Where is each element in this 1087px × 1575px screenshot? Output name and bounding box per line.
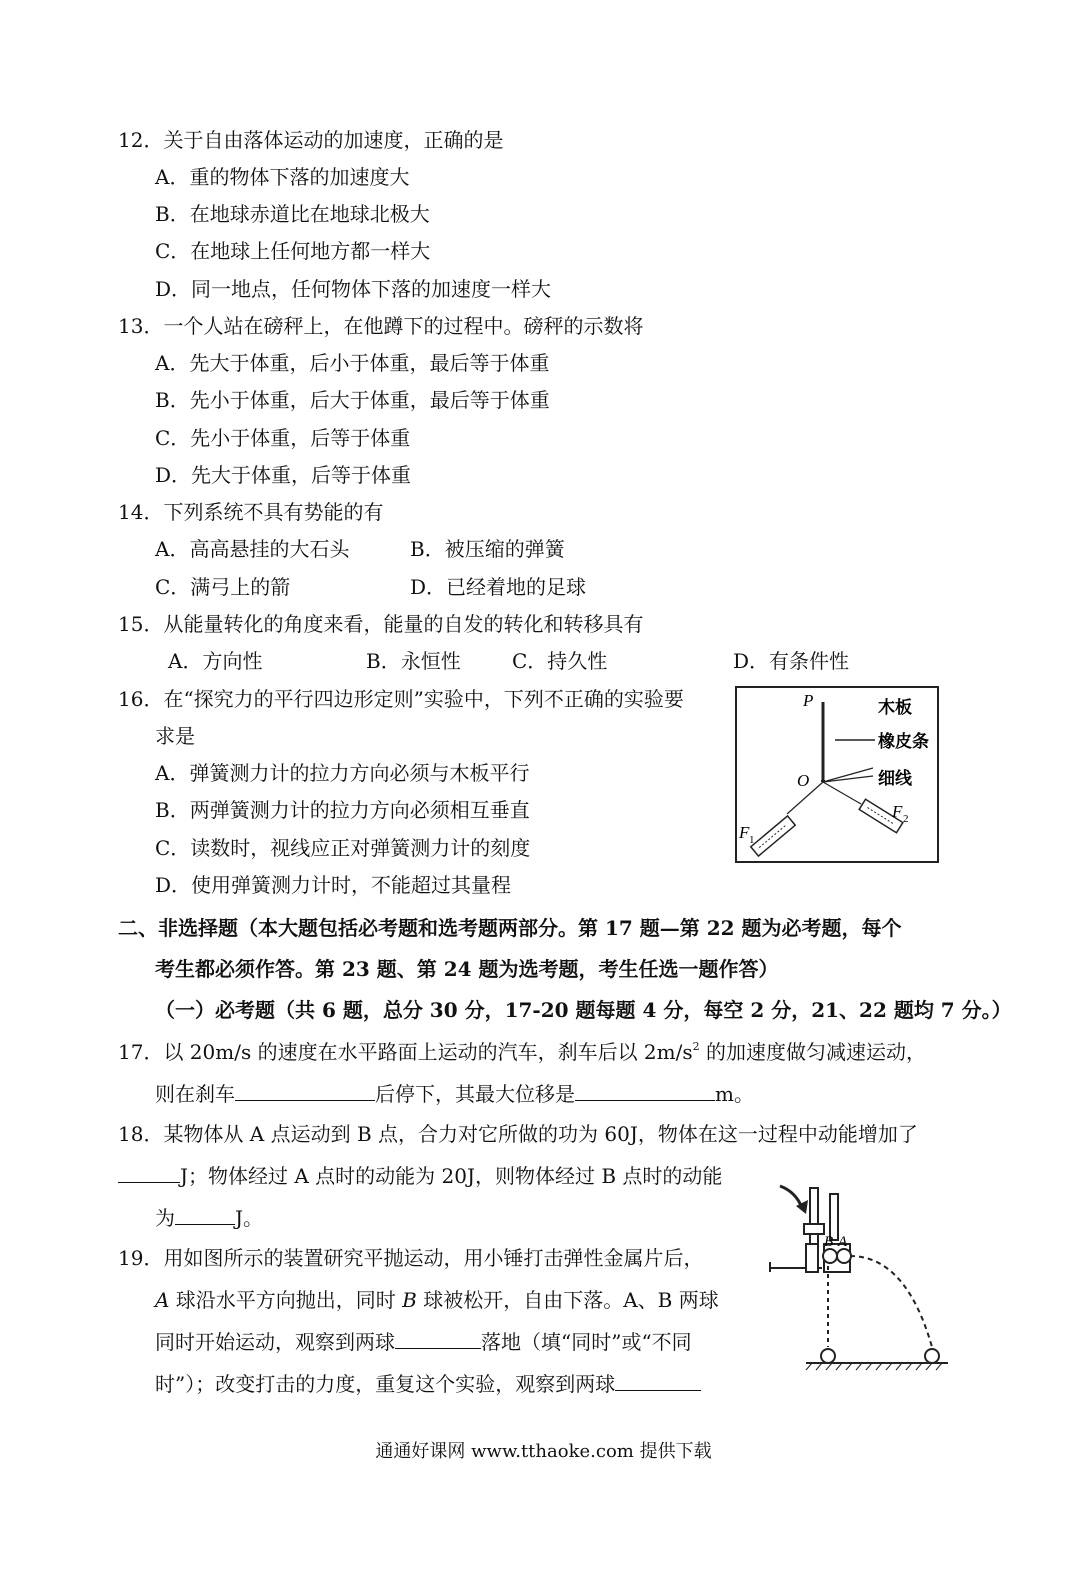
f1-label: F (739, 823, 750, 842)
label-thread: 细线 (878, 769, 912, 789)
q18-line3-part-b: J。 (235, 1206, 264, 1230)
section2-heading-line2: 考生都必须作答。第 23 题、第 24 题为选考题，考生任选一题作答） (155, 957, 779, 981)
q17-line2-part-c: m。 (715, 1082, 754, 1106)
q12-option-a: A．重的物体下落的加速度大 (155, 165, 410, 189)
q13-option-d: D．先大于体重，后等于体重 (155, 463, 412, 487)
f2-label: F (892, 802, 903, 821)
q12-stem: 12．关于自由落体运动的加速度，正确的是 (118, 128, 504, 152)
q14-option-b: B．被压缩的弹簧 (410, 537, 565, 561)
q15-option-d: D．有条件性 (733, 649, 850, 673)
q18-line1: 18．某物体从 A 点运动到 B 点，合力对它所做的功为 60J，物体在这一过程中动能增加了 (118, 1122, 918, 1146)
q17-line2-part-a: 则在刹车 (155, 1082, 235, 1106)
fig-label-a: A (838, 1234, 848, 1250)
section2-heading-line1: 二、非选择题（本大题包括必考题和选考题两部分。第 17 题—第 22 题为必考题，每个 (118, 916, 902, 940)
point-o-label: O (797, 771, 810, 790)
q15-option-a: A．方向性 (168, 649, 263, 673)
q16-option-d: D．使用弹簧测力计时，不能超过其量程 (155, 873, 512, 897)
fig-label-b: B (824, 1234, 834, 1250)
q19-line2-part-b: 球被松开，自由下落。A、B 两球 (416, 1288, 719, 1312)
q17-line1-part-b: 的加速度做匀减速运动， (699, 1040, 926, 1064)
point-p-label: P (803, 691, 814, 710)
q16-option-b: B．两弹簧测力计的拉力方向必须相互垂直 (155, 798, 530, 822)
q19-first-blank[interactable] (395, 1328, 481, 1349)
page-footer: 通通好课网 www.tthaoke.com 提供下载 (375, 1441, 712, 1462)
q19-line4 (155, 1370, 701, 1397)
q17-squared: 2 (692, 1040, 700, 1053)
q15-stem: 15．从能量转化的角度来看，能量的自发的转化和转移具有 (118, 612, 644, 636)
f2-subscript: 2 (903, 813, 909, 825)
q12-option-d: D．同一地点，任何物体下落的加速度一样大 (155, 277, 552, 301)
q12-option-c: C．在地球上任何地方都一样大 (155, 239, 431, 263)
label-board: 木板 (878, 698, 912, 718)
q13-option-a: A．先大于体重，后小于体重，最后等于体重 (155, 351, 550, 375)
ball-a-start (837, 1249, 851, 1263)
q18-line2 (118, 1162, 722, 1189)
q18-line2-text: J；物体经过 A 点时的动能为 20J，则物体经过 B 点时的动能 (180, 1164, 723, 1188)
ball-b-landed (821, 1349, 835, 1363)
ball-a-landed (925, 1349, 939, 1363)
label-rubber: 橡皮条 (878, 732, 929, 752)
q18-line3 (155, 1204, 263, 1231)
q17-displacement-blank[interactable] (575, 1080, 715, 1101)
q18-ke-b-blank[interactable] (175, 1204, 235, 1225)
q13-option-c: C．先小于体重，后等于体重 (155, 426, 411, 450)
q12-option-b: B．在地球赤道比在地球北极大 (155, 202, 430, 226)
projectile-path (850, 1256, 932, 1347)
q19-line2 (155, 1287, 719, 1313)
q18-ke-increase-blank[interactable] (118, 1162, 180, 1183)
q19-line3-part-a: 同时开始运动，观察到两球 (155, 1330, 395, 1354)
q17-line2-part-b: 后停下，其最大位移是 (375, 1082, 575, 1106)
q16-option-a: A．弹簧测力计的拉力方向必须与木板平行 (155, 761, 530, 785)
q14-option-c: C．满弓上的箭 (155, 575, 291, 599)
support-block (806, 1244, 818, 1272)
q15-option-c: C．持久性 (512, 649, 608, 673)
q14-option-d: D．已经着地的足球 (410, 575, 587, 599)
q19-second-blank[interactable] (615, 1370, 701, 1391)
q19-ball-b-label: B (402, 1288, 417, 1312)
q14-stem: 14．下列系统不具有势能的有 (118, 500, 384, 524)
q17-time-blank[interactable] (235, 1080, 375, 1101)
q16-figure (735, 686, 940, 864)
q17-line1 (118, 1039, 926, 1065)
q19-ball-a-label: A (155, 1288, 170, 1312)
q17-line2 (155, 1080, 754, 1107)
q19-figure (766, 1172, 951, 1376)
q19-line2-part-a: 球沿水平方向抛出，同时 (169, 1288, 403, 1312)
q14-option-a: A．高高悬挂的大石头 (155, 537, 350, 561)
q19-line3 (155, 1328, 692, 1355)
section2-subheading: （一）必考题（共 6 题，总分 30 分，17-20 题每题 4 分，每空 2 分，21、22 题均 7 分。） (155, 998, 1012, 1022)
q18-line3-part-a: 为 (155, 1206, 175, 1230)
f1-subscript: 1 (749, 834, 755, 846)
q16-option-c: C．读数时，视线应正对弹簧测力计的刻度 (155, 836, 531, 860)
q13-stem: 13．一个人站在磅秤上，在他蹲下的过程中。磅秤的示数将 (118, 314, 644, 338)
q16-stem-line1: 16．在“探究力的平行四边形定则”实验中，下列不正确的实验要 (118, 687, 684, 711)
ground-hatching (806, 1363, 942, 1370)
hammer-head (804, 1224, 824, 1234)
q19-line3-part-b: 落地（填“同时”或“不同 (481, 1330, 692, 1354)
q19-line4-text: 时”）；改变打击的力度，重复这个实验，观察到两球 (155, 1372, 616, 1396)
q17-line1-part-a: 17．以 20m/s 的速度在水平路面上运动的汽车，刹车后以 2m/s (118, 1040, 693, 1064)
ball-b-start (823, 1249, 837, 1263)
q19-line1: 19．用如图所示的装置研究平抛运动，用小锤打击弹性金属片后， (118, 1246, 704, 1270)
q15-option-b: B．永恒性 (366, 649, 461, 673)
q13-option-b: B．先小于体重，后大于体重，最后等于体重 (155, 388, 550, 412)
q16-stem-line2: 求是 (155, 724, 195, 748)
